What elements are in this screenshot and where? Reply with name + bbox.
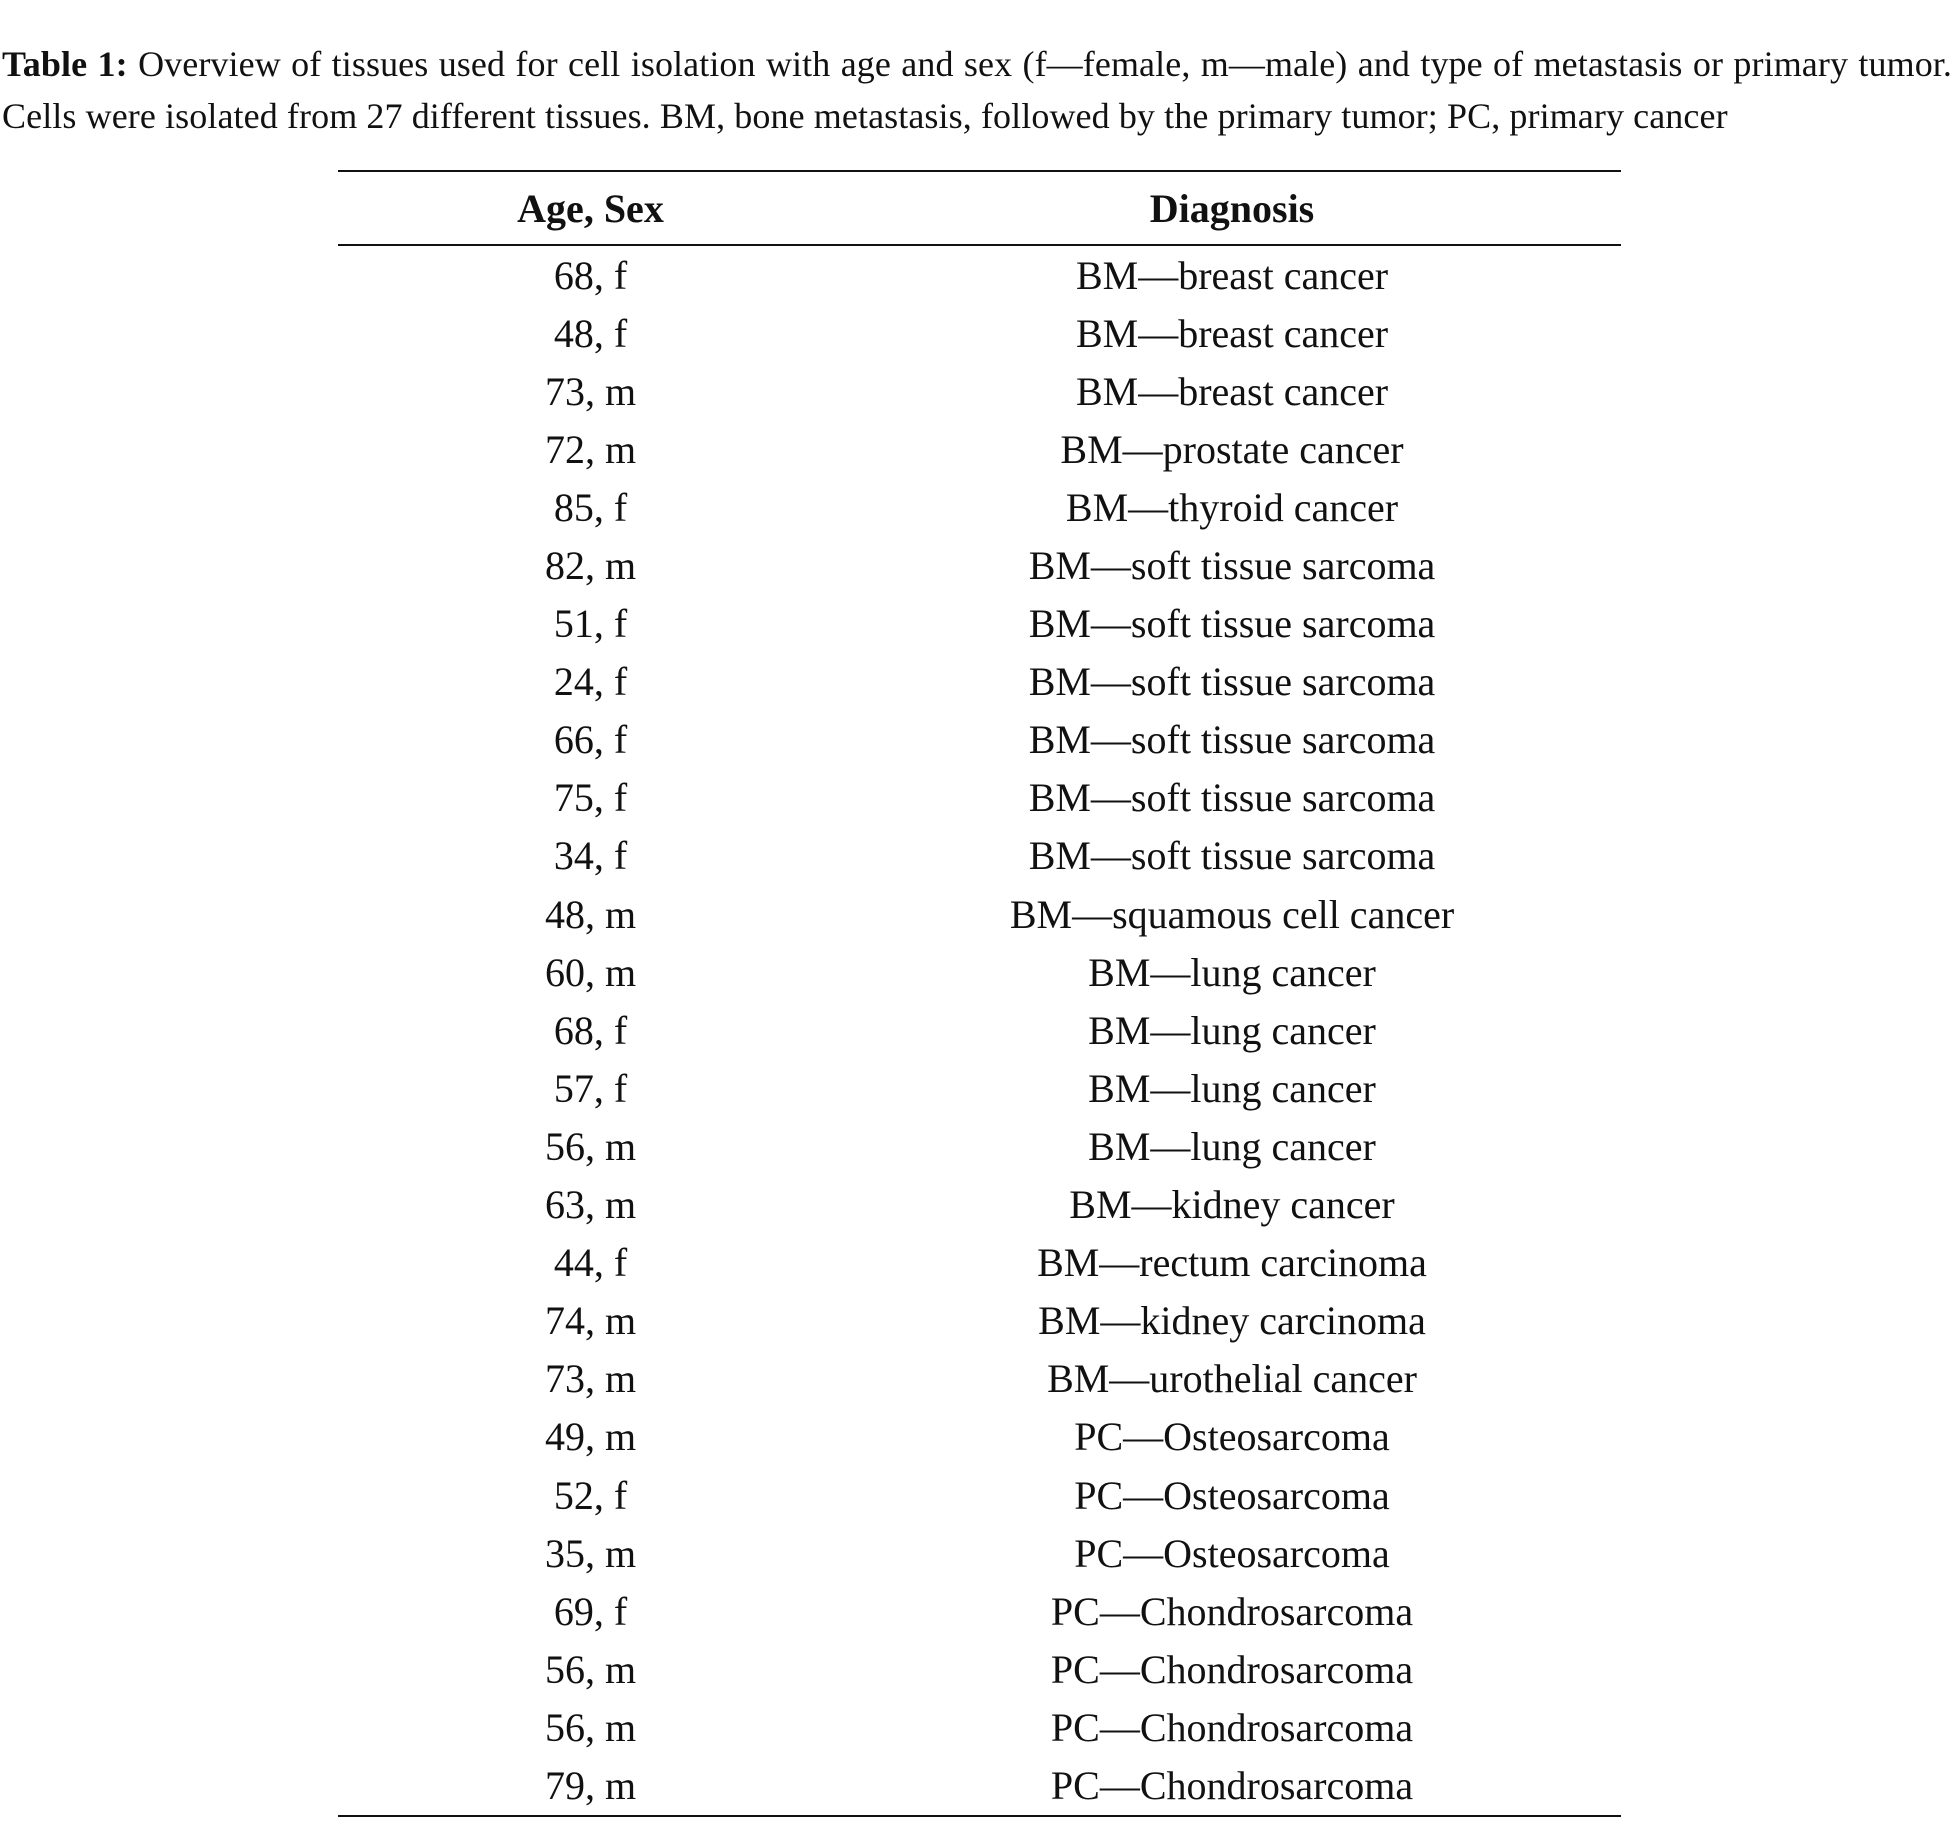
cell-diagnosis: BM—lung cancer (1088, 1123, 1376, 1169)
table-row (338, 536, 1621, 594)
cell-age-sex: 68, f (553, 1007, 628, 1053)
cell-age-sex: 85, f (553, 484, 628, 530)
table-row (338, 653, 1621, 711)
cell-age-sex: 72, m (544, 426, 637, 472)
table-row (338, 1466, 1621, 1524)
cell-age-sex: 48, m (544, 891, 637, 937)
cell-age-sex: 34, f (553, 833, 628, 879)
table-row (338, 1117, 1621, 1175)
cell-age-sex: 82, m (544, 543, 637, 589)
cell-diagnosis: BM—prostate cancer (1060, 426, 1404, 472)
cell-age-sex: 56, m (544, 1646, 637, 1692)
cell-diagnosis: BM—lung cancer (1088, 1007, 1376, 1053)
caption-text: Overview of tissues used for cell isolation with age and sex (f—female, m—male) and type of metastasis or primary tumor. Cells were isolated from 27 different tissues. BM, bone metastasis, followed by the primary tumor; PC, primary cancer (2, 44, 1952, 136)
table-row (338, 420, 1621, 478)
table-row (338, 769, 1621, 827)
cell-diagnosis: BM—breast cancer (1075, 310, 1389, 356)
table-row (338, 595, 1621, 653)
cell-diagnosis: BM—soft tissue sarcoma (1028, 775, 1436, 821)
cell-diagnosis: PC—Chondrosarcoma (1050, 1588, 1414, 1634)
cell-age-sex: 35, m (544, 1530, 637, 1576)
table-row (338, 943, 1621, 1001)
cell-diagnosis: BM—lung cancer (1088, 949, 1376, 995)
cell-age-sex: 51, f (553, 601, 628, 647)
table-row (338, 478, 1621, 536)
table-row (338, 1234, 1621, 1292)
cell-diagnosis: BM—kidney cancer (1069, 1182, 1395, 1228)
cell-diagnosis: PC—Osteosarcoma (1074, 1530, 1390, 1576)
cell-diagnosis: BM—soft tissue sarcoma (1028, 543, 1436, 589)
table-row (338, 1350, 1621, 1408)
table-row (338, 304, 1621, 362)
cell-age-sex: 66, f (553, 717, 628, 763)
data-table-body (338, 246, 1621, 1815)
table-row (338, 1640, 1621, 1698)
table-caption (2, 38, 1952, 142)
table-row (338, 1698, 1621, 1756)
cell-age-sex: 75, f (553, 775, 628, 821)
cell-age-sex: 69, f (553, 1588, 628, 1634)
cell-diagnosis: BM—soft tissue sarcoma (1028, 833, 1436, 879)
cell-age-sex: 56, m (544, 1123, 637, 1169)
cell-age-sex: 68, f (553, 252, 628, 298)
table-row (338, 885, 1621, 943)
table-row (338, 1524, 1621, 1582)
table-row (338, 1756, 1621, 1814)
cell-diagnosis: BM—soft tissue sarcoma (1028, 601, 1436, 647)
table-row (338, 246, 1621, 304)
cell-diagnosis: PC—Chondrosarcoma (1050, 1762, 1414, 1808)
cell-diagnosis: BM—rectum carcinoma (1037, 1240, 1427, 1286)
cell-diagnosis: BM—breast cancer (1075, 252, 1389, 298)
cell-diagnosis: BM—breast cancer (1075, 368, 1389, 414)
cell-age-sex: 73, m (544, 368, 637, 414)
cell-diagnosis: PC—Osteosarcoma (1074, 1414, 1390, 1460)
cell-age-sex: 48, f (553, 310, 628, 356)
cell-diagnosis: BM—thyroid cancer (1065, 484, 1399, 530)
cell-age-sex: 63, m (544, 1182, 637, 1228)
cell-age-sex: 73, m (544, 1356, 637, 1402)
cell-age-sex: 49, m (544, 1414, 637, 1460)
header-age-sex: Age, Sex (517, 185, 664, 231)
table-bottom-rule (338, 1815, 1621, 1817)
cell-diagnosis: BM—lung cancer (1088, 1065, 1376, 1111)
cell-diagnosis: BM—soft tissue sarcoma (1028, 659, 1436, 705)
data-table-container (338, 170, 1621, 1817)
cell-diagnosis: BM—soft tissue sarcoma (1028, 717, 1436, 763)
table-row (338, 1292, 1621, 1350)
table-header-row (338, 172, 1621, 244)
table-row (338, 711, 1621, 769)
caption-label: Table 1: (2, 44, 128, 84)
table-row (338, 1001, 1621, 1059)
table-row (338, 1176, 1621, 1234)
cell-diagnosis: BM—squamous cell cancer (1009, 891, 1455, 937)
cell-age-sex: 24, f (553, 659, 628, 705)
cell-diagnosis: BM—kidney carcinoma (1038, 1298, 1426, 1344)
cell-age-sex: 79, m (544, 1762, 637, 1808)
cell-diagnosis: PC—Chondrosarcoma (1050, 1704, 1414, 1750)
cell-age-sex: 44, f (553, 1240, 628, 1286)
cell-age-sex: 57, f (553, 1065, 628, 1111)
header-diagnosis: Diagnosis (1149, 185, 1315, 231)
cell-age-sex: 60, m (544, 949, 637, 995)
table-row (338, 827, 1621, 885)
cell-diagnosis: BM—urothelial cancer (1047, 1356, 1417, 1402)
cell-diagnosis: PC—Chondrosarcoma (1050, 1646, 1414, 1692)
cell-age-sex: 56, m (544, 1704, 637, 1750)
cell-diagnosis: PC—Osteosarcoma (1074, 1472, 1390, 1518)
table-body (338, 246, 1621, 1815)
table-row (338, 1582, 1621, 1640)
cell-age-sex: 74, m (544, 1298, 637, 1344)
table-row (338, 1059, 1621, 1117)
table-row (338, 1408, 1621, 1466)
data-table (338, 172, 1621, 244)
cell-age-sex: 52, f (553, 1472, 628, 1518)
table-row (338, 362, 1621, 420)
